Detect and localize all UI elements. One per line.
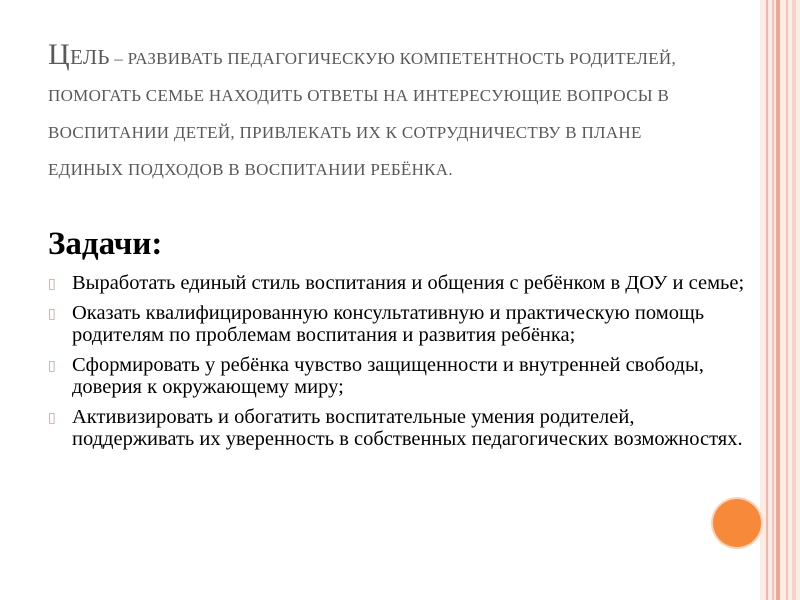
task-text: Выработать единый стиль воспитания и общения с ребёнком в ДОУ и семье; — [72, 272, 745, 294]
bullet-icon: ▯ — [48, 277, 56, 292]
goal-paragraph — [48, 36, 688, 188]
task-item — [46, 406, 746, 450]
task-item — [46, 272, 746, 294]
tasks-heading: Задачи: — [48, 226, 163, 262]
task-text: Оказать квалифицированную консультативную и практическую помощь родителям по проблемам воспитания и развития ребёнка; — [72, 302, 705, 346]
task-item — [46, 302, 746, 346]
decorative-orange-circle — [713, 499, 761, 547]
goal-text: – РАЗВИВАТЬ ПЕДАГОГИЧЕСКУЮ КОМПЕТЕНТНОСТЬ РОДИТЕЛЕЙ, ПОМОГАТЬ СЕМЬЕ НАХОДИТЬ ОТВЕТЫ НА ИНТЕРЕСУЮЩИЕ ВОПРОСЫ В ВОСПИТАНИИ ДЕТЕЙ, ПРИВЛЕКАТЬ ИХ К СОТРУДНИЧЕСТВУ В ПЛАНЕ ЕДИНЫХ ПОДХОДОВ В ВОСПИТАНИИ РЕБЁНКА. — [48, 49, 677, 179]
task-text: Активизировать и обогатить воспитательные умения родителей, поддерживать их уверенность в собственных педагогических возможностях. — [72, 406, 743, 450]
decorative-stripe — [772, 0, 774, 600]
decorative-stripe — [786, 0, 788, 600]
decorative-stripe — [792, 0, 796, 600]
decorative-stripe — [766, 0, 768, 600]
tasks-list — [46, 272, 746, 458]
bullet-icon: ▯ — [48, 307, 56, 322]
task-text: Сформировать у ребёнка чувство защищенности и внутренней свободы, доверия к окружающему миру; — [72, 354, 704, 398]
decorative-stripe — [776, 0, 780, 600]
bullet-icon: ▯ — [48, 411, 56, 426]
goal-lead-word: Цель — [48, 38, 110, 71]
bullet-icon: ▯ — [48, 359, 56, 374]
task-item — [46, 354, 746, 398]
